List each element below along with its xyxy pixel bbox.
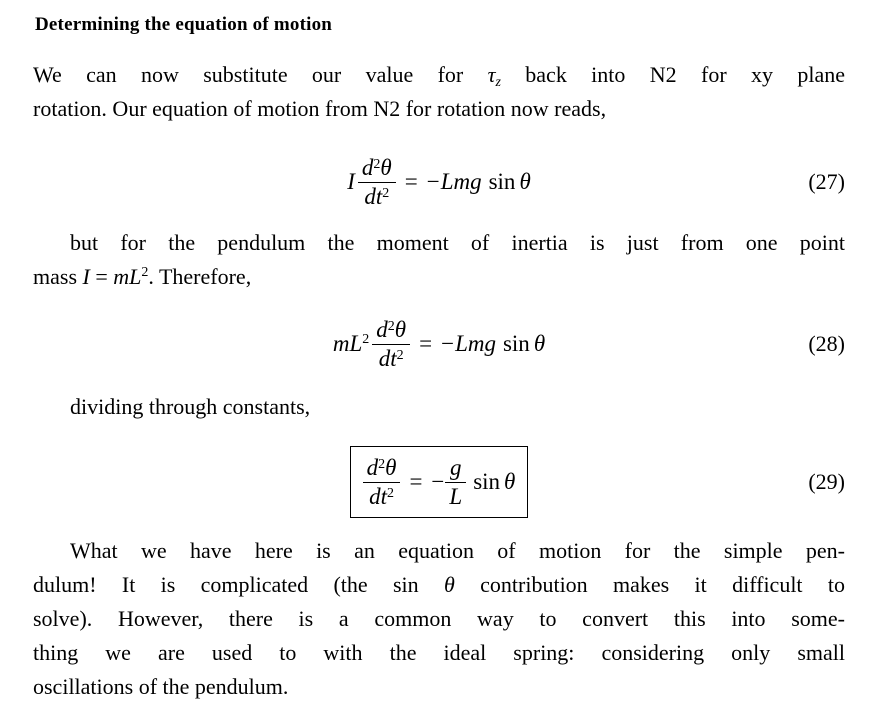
math-mL: mL <box>113 264 142 289</box>
paragraph-1 <box>33 58 845 126</box>
eq27-coefficient: I <box>347 169 355 194</box>
math-exponent: 2 <box>362 332 370 347</box>
section-heading: Determining the equation of motion <box>35 14 333 35</box>
eq27-denominator <box>358 182 396 210</box>
paragraph-4-line-1: What we have here is an equation of motion for the simple pen- <box>70 538 845 563</box>
math-g: g <box>450 455 462 481</box>
math-d: d <box>366 455 379 481</box>
paragraph-1-line-1 <box>33 58 845 92</box>
sin-function: sin <box>393 572 444 597</box>
paragraph-1-line-2: rotation. Our equation of motion from N2 for rotation now reads, <box>33 96 607 121</box>
eq27-tag: (27) <box>808 169 845 194</box>
paragraph-2-line-1: but for the pendulum the moment of inertia is just from one point <box>70 230 845 255</box>
equation-29 <box>33 440 845 524</box>
eq29-g-over-L-fraction <box>445 454 466 509</box>
math-tau: τ <box>487 62 496 87</box>
math-exponent: 2 <box>387 319 395 335</box>
text-run: back into N2 for xy plane <box>500 62 845 87</box>
paragraph-3: dividing through constants, <box>70 394 311 419</box>
eq29-denominator <box>363 482 401 510</box>
paragraph-4-line-4: thing we are used to with the ideal spring: considering only small <box>33 640 845 665</box>
paragraph-2-line-2 <box>33 260 845 294</box>
minus-sign: − <box>431 469 445 494</box>
math-dt: dt <box>369 483 387 509</box>
math-exponent: 2 <box>396 347 404 363</box>
eq27-rhs <box>427 169 531 195</box>
text-run: mass <box>33 264 83 289</box>
eq28-tag: (28) <box>808 331 845 356</box>
eq29-fraction <box>363 454 401 509</box>
math-mL: mL <box>332 331 363 356</box>
text-run: We can now substitute our value for <box>33 62 488 87</box>
equation-27 <box>33 146 845 218</box>
math-exponent: 2 <box>373 157 381 173</box>
equation-29-box <box>350 446 529 517</box>
math-L: L <box>445 482 466 510</box>
paragraph-4-line-2 <box>33 568 845 602</box>
text-run: . Therefore, <box>148 264 252 289</box>
paragraph-4 <box>33 534 845 704</box>
math-exponent: 2 <box>386 485 394 501</box>
eq28-coefficient <box>333 331 369 357</box>
minus-sign: − <box>426 169 440 194</box>
equals-sign: = <box>409 469 423 494</box>
eq28-numerator <box>372 316 410 343</box>
eq28-denominator <box>372 344 410 372</box>
math-Lmg: Lmg <box>440 169 482 194</box>
sin-function: sin <box>473 469 501 494</box>
minus-sign: − <box>441 331 455 356</box>
equation-27-body <box>347 154 531 209</box>
math-theta: θ <box>519 169 531 194</box>
math-I: I <box>82 264 90 289</box>
math-Lmg: Lmg <box>455 331 496 356</box>
math-dt: dt <box>378 345 397 371</box>
equals-sign: = <box>89 264 114 289</box>
math-theta: θ <box>504 469 516 494</box>
math-theta: θ <box>394 317 407 343</box>
paragraph-2 <box>33 226 845 294</box>
text-run: dulum! It is complicated (the <box>33 572 393 597</box>
math-theta: θ <box>380 155 392 181</box>
eq29-numerator <box>363 454 401 481</box>
eq28-fraction <box>372 316 410 371</box>
math-exponent: 2 <box>378 457 386 473</box>
math-d: d <box>361 155 374 181</box>
equation-28 <box>33 308 845 380</box>
eq27-fraction <box>358 154 396 209</box>
paragraph-4-line-5: oscillations of the pendulum. <box>33 674 289 699</box>
math-exponent: 2 <box>382 185 390 201</box>
math-tau-subscript: z <box>495 75 501 90</box>
math-theta: θ <box>444 572 455 597</box>
equation-28-body <box>333 316 545 371</box>
text-run: contribution makes it difficult to <box>454 572 845 597</box>
equals-sign: = <box>404 169 418 194</box>
math-theta: θ <box>385 455 397 481</box>
sin-function: sin <box>502 331 530 356</box>
math-theta: θ <box>533 331 546 356</box>
eq27-numerator <box>358 154 396 181</box>
math-d: d <box>376 317 388 343</box>
sin-function: sin <box>488 169 516 194</box>
equation-29-body <box>363 454 516 509</box>
paragraph-4-line-3: solve). However, there is a common way to convert this into some- <box>33 606 845 631</box>
eq28-rhs <box>441 331 545 357</box>
math-exponent: 2 <box>141 265 149 280</box>
eq29-tag: (29) <box>808 469 845 494</box>
math-dt: dt <box>364 183 383 209</box>
equals-sign: = <box>419 331 433 356</box>
